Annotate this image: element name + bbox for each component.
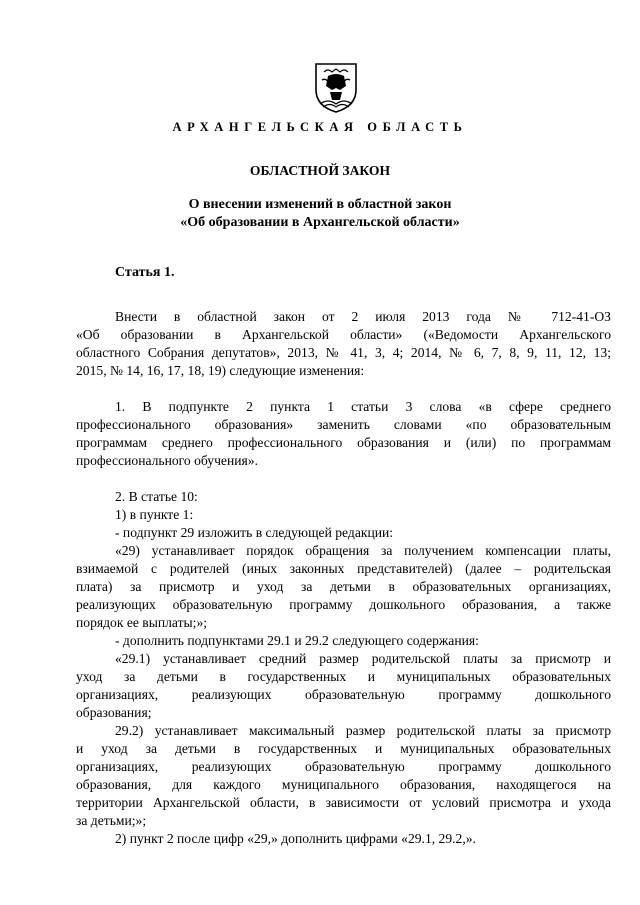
text-line: областного Собрания депутатов», 2013, № 41, 3, 4; 2014, № 6, 7, 8, 9, 11, 12, 13; (76, 345, 611, 360)
region-name: АРХАНГЕЛЬСКАЯ ОБЛАСТЬ (172, 120, 468, 134)
text-line: профессионального обучения». (76, 453, 258, 468)
text-line: Внести в областной закон от 2 июля 2013 года № 712-41-ОЗ (115, 309, 611, 324)
text-line: образования; (76, 705, 152, 720)
text-line: 1. В подпункте 2 пункта 1 статьи 3 слова «в сфере среднего (115, 399, 611, 414)
text-line: организациях, реализующих образовательную программу дошкольного (76, 759, 611, 774)
text-line: «29.1) устанавливает средний размер родительской платы за присмотр и (115, 651, 611, 666)
text-line: и уход за детьми в государственных и муниципальных образовательных (76, 741, 611, 756)
text-line: образования, для каждого муниципального образования, находящегося на (76, 777, 611, 792)
text-line: за детьми;»; (76, 813, 147, 828)
text-line: уход за детьми в государственных и муниципальных образовательных (76, 669, 611, 684)
document-title-line-1: О внесении изменений в областной закон (188, 197, 452, 212)
document-title-line-2: «Об образовании в Архангельской области» (180, 215, 460, 230)
text-line: «Об образовании в Архангельской области» («Ведомости Архангельского (76, 327, 611, 342)
article-heading: Статья 1. (115, 265, 175, 280)
text-line: взимаемой с родителей (иных законных представителей) (далее – родительская (76, 561, 611, 576)
document-body (76, 290, 611, 848)
text-line: 2) пункт 2 после цифр «29,» дополнить цифрами «29.1, 29.2,». (115, 831, 476, 846)
text-line: 2. В статье 10: (115, 489, 198, 504)
text-line: 29.2) устанавливает максимальный размер родительской платы за присмотр (115, 723, 611, 738)
text-line: - подпункт 29 изложить в следующей редакции: (115, 525, 394, 540)
text-line: 2015, № 14, 16, 17, 18, 19) следующие изменения: (76, 363, 365, 378)
text-line: - дополнить подпунктами 29.1 и 29.2 следующего содержания: (115, 633, 479, 648)
text-line: плата) за присмотр и уход за детьми в образовательных организациях, (76, 579, 611, 594)
text-line: 1) в пункте 1: (115, 507, 194, 522)
document-type: ОБЛАСТНОЙ ЗАКОН (249, 163, 391, 178)
text-line: программам среднего профессионального образования и (или) по программам (76, 435, 611, 450)
text-line: организациях, реализующих образовательную программу дошкольного (76, 687, 611, 702)
text-line: профессионального образования» заменить словами «по образовательным (76, 417, 611, 432)
text-line: «29) устанавливает порядок обращения за получением компенсации платы, (115, 543, 611, 558)
coat-of-arms-icon (314, 60, 358, 114)
text-line: территории Архангельской области, в зависимости от условий присмотра и ухода (76, 795, 611, 810)
text-line: порядок ее выплаты;»; (76, 615, 208, 630)
text-line: реализующих образовательную программу дошкольного образования, а также (76, 597, 611, 612)
